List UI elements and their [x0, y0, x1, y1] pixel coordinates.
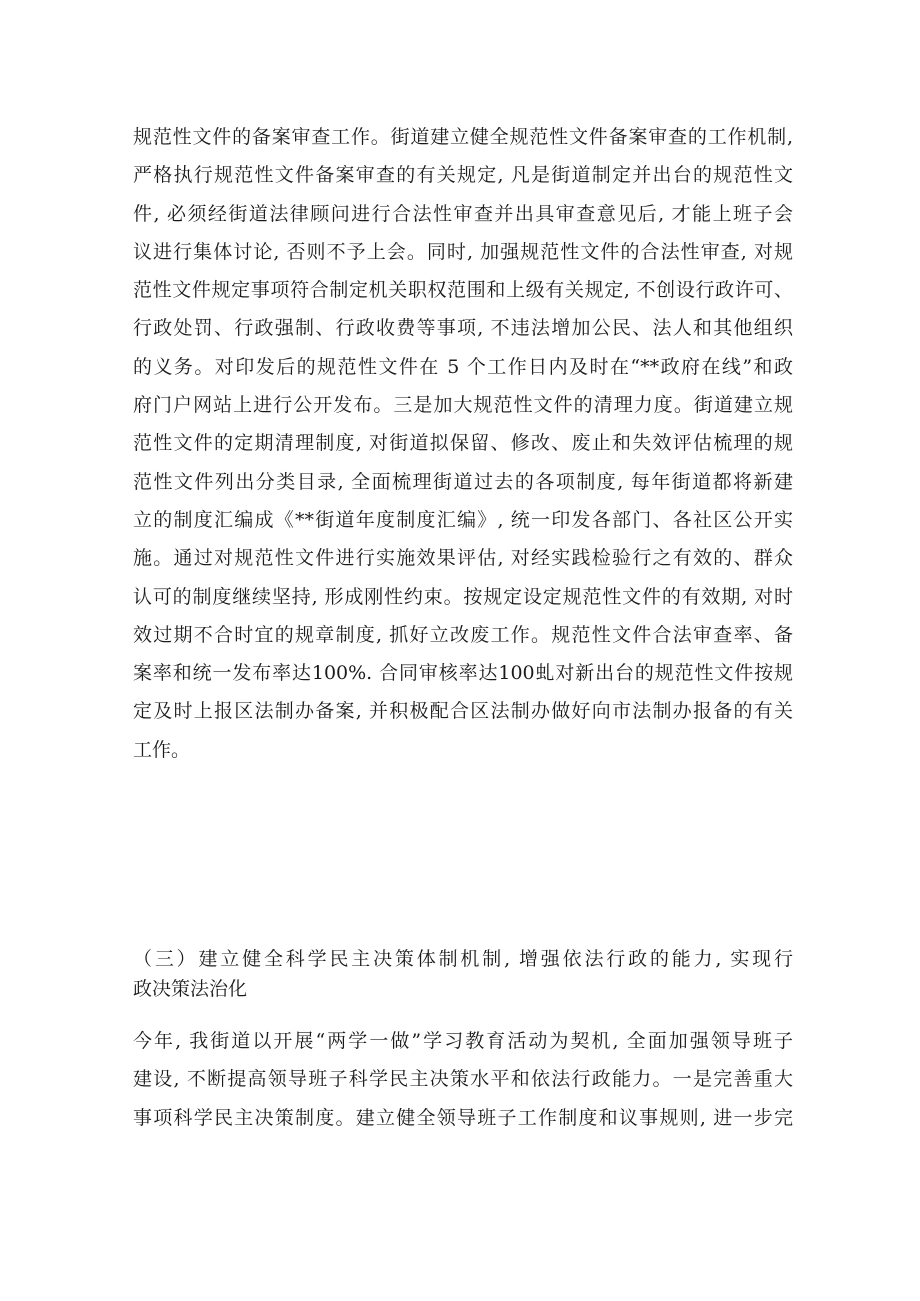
body-paragraph-1 [133, 118, 793, 769]
text-line: 今年, 我街道以开展“两学一做”学习教育活动为契机, 全面加强领导班子 [133, 1030, 793, 1052]
body-paragraph-2 [133, 1022, 793, 1137]
text-line: 认可的制度继续坚持, 形成刚性约束。按规定设定规范性文件的有效期, 对时 [133, 585, 793, 608]
text-line: 件, 必须经街道法律顾问进行合法性审查并出具审查意见后, 才能上班子会 [133, 202, 793, 225]
text-line: 范性文件规定事项符合制定机关职权范围和上级有关规定, 不创设行政许可、 [133, 279, 793, 302]
text-line: 议进行集体讨论, 否则不予上会。同时, 加强规范性文件的合法性审查, 对规 [133, 240, 793, 263]
heading-line: （三）建立健全科学民主决策体制机制, 增强依法行政的能力, 实现行 [133, 948, 793, 970]
heading-line: 政决策法治化 [133, 978, 248, 1000]
text-line: 工作。 [133, 738, 191, 761]
text-line: 范性文件列出分类目录, 全面梳理街道过去的各项制度, 每年街道都将新建 [133, 470, 793, 493]
text-line: 府门户网站上进行公开发布。三是加大规范性文件的清理力度。街道建立规 [133, 394, 793, 417]
text-line: 的义务。对印发后的规范性文件在 5 个工作日内及时在“**政府在线”和政 [133, 355, 793, 378]
text-line: 范性文件的定期清理制度, 对街道拟保留、修改、废止和失效评估梳理的规 [133, 432, 793, 455]
text-line: 事项科学民主决策制度。建立健全领导班子工作制度和议事规则, 进一步完 [133, 1106, 793, 1129]
text-line: 行政处罚、行政强制、行政收费等事项, 不违法增加公民、法人和其他组织 [133, 317, 793, 340]
text-line: 规范性文件的备案审查工作。街道建立健全规范性文件备案审查的工作机制, [133, 126, 793, 148]
section-heading [133, 944, 793, 1004]
text-line: 定及时上报区法制办备案, 并积极配合区法制办做好向市法制办报备的有关 [133, 700, 793, 723]
text-line: 施。通过对规范性文件进行实施效果评估, 对经实践检验行之有效的、群众 [133, 547, 793, 570]
text-line: 效过期不合时宜的规章制度, 抓好立改废工作。规范性文件合法审查率、备 [133, 623, 793, 646]
text-line: 案率和统一发布率达100%. 合同审核率达100虬对新出台的规范性文件按规 [133, 662, 793, 685]
text-line: 立的制度汇编成《**街道年度制度汇编》, 统一印发各部门、各社区公开实 [133, 508, 793, 531]
text-line: 建设, 不断提高领导班子科学民主决策水平和依法行政能力。一是完善重大 [133, 1068, 793, 1091]
text-line: 严格执行规范性文件备案审查的有关规定, 凡是街道制定并出台的规范性文 [133, 164, 793, 187]
